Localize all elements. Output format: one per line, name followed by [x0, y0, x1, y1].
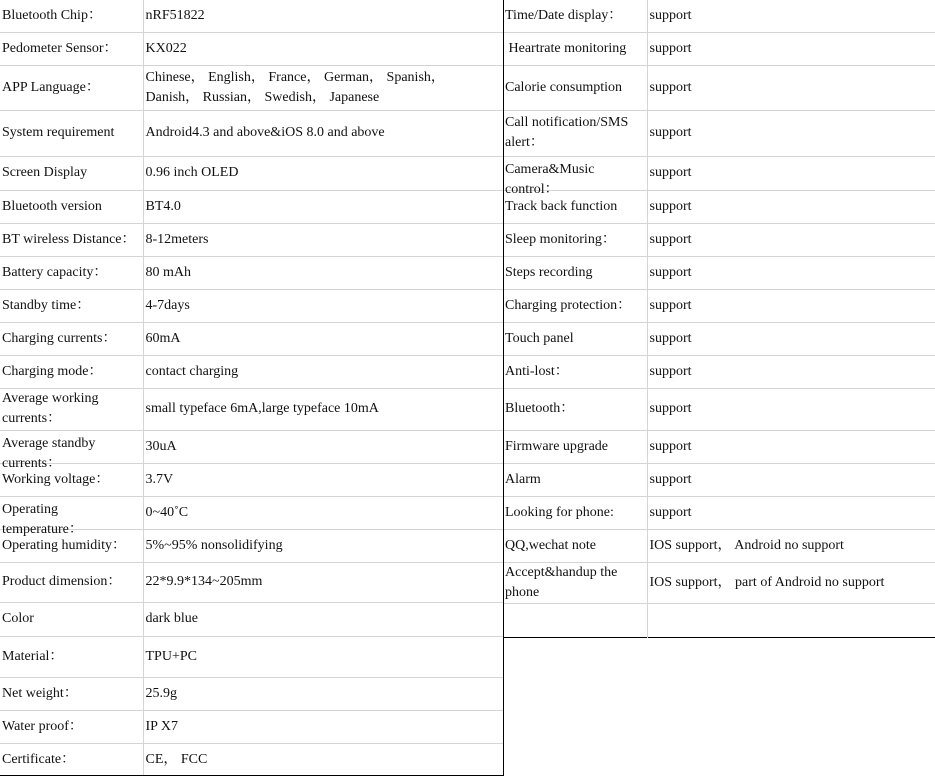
table-row [503, 562, 935, 603]
spec-value: dark blue [143, 602, 503, 636]
table-row [0, 388, 503, 430]
spec-value: 80 mAh [143, 256, 503, 289]
table-row [503, 156, 935, 190]
spec-value: 30uA [143, 430, 503, 463]
feature-label: Firmware upgrade [503, 430, 647, 463]
spec-label: Color [0, 602, 143, 636]
spec-label: Water proof： [0, 710, 143, 743]
feature-value: support [647, 463, 935, 496]
feature-value: support [647, 322, 935, 355]
feature-label: Accept&handup the phone [503, 562, 647, 603]
feature-label: Looking for phone: [503, 496, 647, 529]
feature-label: Anti-lost： [503, 355, 647, 388]
feature-label: Time/Date display： [503, 0, 647, 32]
table-row [503, 256, 935, 289]
feature-value: IOS support， part of Android no support [647, 562, 935, 603]
spec-value: 25.9g [143, 677, 503, 710]
table-row [503, 223, 935, 256]
table-row [503, 0, 935, 32]
feature-label: Call notification/SMS alert： [503, 110, 647, 156]
feature-label: Charging protection： [503, 289, 647, 322]
spec-label: Operating humidity： [0, 529, 143, 562]
spec-label: Battery capacity： [0, 256, 143, 289]
feature-value: IOS support， Android no support [647, 529, 935, 562]
feature-label: Heartrate monitoring [503, 32, 647, 65]
table-row [0, 289, 503, 322]
spec-value: TPU+PC [143, 636, 503, 677]
table-row [503, 529, 935, 562]
feature-label: Sleep monitoring： [503, 223, 647, 256]
spec-label: Standby time： [0, 289, 143, 322]
table-row [503, 355, 935, 388]
spec-label [0, 223, 143, 256]
feature-label: QQ,wechat note [503, 529, 647, 562]
feature-label: Bluetooth： [503, 388, 647, 430]
spec-label: Material： [0, 636, 143, 677]
spec-label: Bluetooth Chip： [0, 0, 143, 32]
table-row [0, 190, 503, 223]
feature-value: support [647, 355, 935, 388]
spec-value: 22*9.9*134~205mm [143, 562, 503, 602]
table-row [0, 636, 503, 677]
feature-label-text: Camera&Music control： [505, 162, 595, 197]
table-row [503, 190, 935, 223]
spec-value: 5%~95% nonsolidifying [143, 529, 503, 562]
spec-label: APP Language： [0, 65, 143, 110]
table-bottom-border [0, 775, 503, 776]
table-row [0, 223, 503, 256]
table-row [503, 110, 935, 156]
feature-label: Steps recording [503, 256, 647, 289]
feature-label: Alarm [503, 463, 647, 496]
spec-value: BT4.0 [143, 190, 503, 223]
table-row [0, 496, 503, 529]
spec-label [0, 430, 143, 471]
table-row [0, 677, 503, 710]
spec-value: Android4.3 and above&iOS 8.0 and above [143, 110, 503, 156]
spec-label: Certificate： [0, 743, 143, 776]
spec-label: Charging mode： [0, 355, 143, 388]
table-row [0, 710, 503, 743]
feature-value: support [647, 110, 935, 156]
table-row [0, 0, 503, 32]
spec-value: 0~40˚C [143, 496, 503, 529]
table-row [0, 110, 503, 156]
spec-label: Charging currents： [0, 322, 143, 355]
spec-value: 8-12meters [143, 223, 503, 256]
spec-label: System requirement [0, 110, 143, 156]
table-row [503, 388, 935, 430]
feature-value: support [647, 388, 935, 430]
spec-label: Pedometer Sensor： [0, 32, 143, 65]
feature-label [503, 603, 647, 637]
table-row [503, 496, 935, 529]
spec-value: contact charging [143, 355, 503, 388]
table-row [503, 32, 935, 65]
table-row [503, 463, 935, 496]
table-row [0, 743, 503, 776]
table-row [0, 322, 503, 355]
spec-value: nRF51822 [143, 0, 503, 32]
table-row [503, 603, 935, 637]
spec-label: Average working currents： [0, 388, 143, 430]
feature-value: support [647, 430, 935, 463]
spec-label: Working voltage： [0, 463, 143, 496]
table-row [0, 430, 503, 463]
spec-label-text: Operating temperature： [2, 501, 83, 537]
table-row [0, 65, 503, 110]
table-row [0, 602, 503, 636]
table-row [503, 65, 935, 110]
feature-value [647, 603, 935, 637]
table-row [503, 430, 935, 463]
feature-label: Track back function [503, 190, 647, 223]
feature-label [503, 156, 647, 197]
feature-value: support [647, 0, 935, 32]
table-row [503, 322, 935, 355]
table-row [0, 156, 503, 190]
spec-value: IP X7 [143, 710, 503, 743]
table-row [0, 355, 503, 388]
spec-value: Chinese， English， France， German， Spanish， Danish， Russian， Swedish， Japanese [143, 65, 503, 110]
spec-value: 4-7days [143, 289, 503, 322]
spec-value: CE， FCC [145, 751, 208, 767]
right-feature-table [503, 0, 935, 638]
feature-value: support [647, 496, 935, 529]
feature-value: support [647, 223, 935, 256]
spec-label: Bluetooth version [0, 190, 143, 223]
table-row [0, 256, 503, 289]
feature-label: Calorie consumption [503, 65, 647, 110]
table-row [0, 32, 503, 65]
spec-label: Net weight： [0, 677, 143, 710]
spec-value: 60mA [143, 322, 503, 355]
spec-label [0, 496, 143, 537]
spec-label-text: Average standby currents： [2, 435, 96, 471]
spec-label: Product dimension： [0, 562, 143, 602]
spec-value: small typeface 6mA,large typeface 10mA [143, 388, 503, 430]
spec-value: KX022 [143, 32, 503, 65]
spec-value: 0.96 inch OLED [143, 156, 503, 190]
table-row [0, 562, 503, 602]
column-divider [503, 0, 504, 776]
spec-label: Screen Display [0, 156, 143, 190]
table-row [0, 463, 503, 496]
table-row [503, 289, 935, 322]
feature-value: support [647, 256, 935, 289]
feature-value: support [647, 32, 935, 65]
feature-value: support [647, 156, 935, 190]
feature-value: support [647, 289, 935, 322]
spec-label-text: BT wireless Distance： [2, 231, 136, 247]
spec-value: 3.7V [143, 463, 503, 496]
feature-label: Touch panel [503, 322, 647, 355]
feature-value: support [647, 65, 935, 110]
feature-value: support [647, 190, 935, 223]
